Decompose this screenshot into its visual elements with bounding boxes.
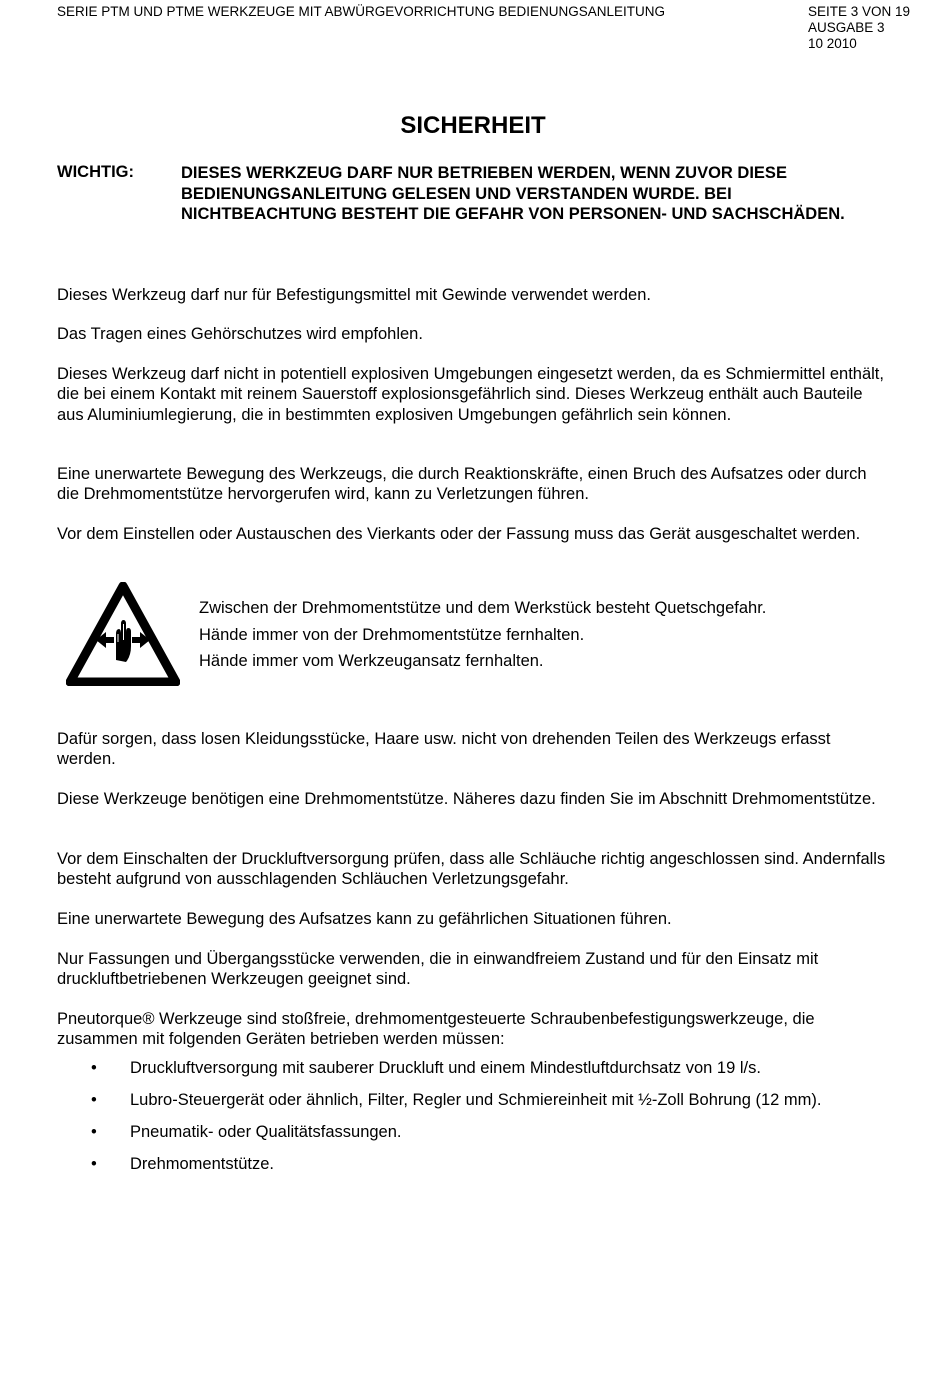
bullet-icon: • (91, 1059, 97, 1077)
paragraph-explosive-environments: Dieses Werkzeug darf nicht in potentiell explosiven Umgebungen eingesetzt werden, da es Schmiermittel enthält, die bei einem Kontakt mit reinem Sauerstoff explosionsgefährlich sind. Dieses Werkzeug enthält auch Bauteile aus Aluminiumlegierung, die in bestimmten explosiven Umgebungen gefährlich sein können. (57, 365, 884, 424)
hazard-line: Hände immer von der Drehmomentstütze fernhalten. (199, 625, 585, 644)
bullet-icon: • (91, 1091, 97, 1109)
paragraph-hose-check: Vor dem Einschalten der Druckluftversorgung prüfen, dass alle Schläuche richtig angeschlossen sind. Andernfalls besteht aufgrund von ausschlagenden Schläuchen Verletzungsgefahr. (57, 850, 886, 889)
list-item-text: Drehmomentstütze. (130, 1155, 274, 1173)
paragraph-sockets-adapters: Nur Fassungen und Übergangsstücke verwenden, die in einwandfreiem Zustand und für den Einsatz mit druckluftbetriebenen Werkzeugen geeignet sind. (57, 950, 819, 989)
paragraph-threaded-fasteners: Dieses Werkzeug darf nur für Befestigungsmittel mit Gewinde verwendet werden. (57, 286, 651, 304)
warning-text: DIESES WERKZEUG DARF NUR BETRIEBEN WERDEN, WENN ZUVOR DIESE BEDIENUNGSANLEITUNG GELESEN UND VERSTANDEN WURDE. BEI NICHTBEACHTUNG BESTEHT DIE GEFAHR VON PERSONEN- UND SACHSCHÄDEN. (181, 164, 845, 223)
section-title: SICHERHEIT (400, 112, 546, 139)
paragraph-loose-clothing: Dafür sorgen, dass losen Kleidungsstücke, Haare usw. nicht von drehenden Teilen des Werkzeugs erfasst werden. (57, 730, 831, 769)
edition-number: AUSGABE 3 (808, 20, 885, 35)
bullet-icon: • (91, 1123, 97, 1141)
hazard-line: Zwischen der Drehmomentstütze und dem Werkstück besteht Quetschgefahr. (199, 599, 767, 617)
paragraph-switch-off: Vor dem Einstellen oder Austauschen des Vierkants oder der Fassung muss das Gerät ausgeschaltet werden. (57, 525, 861, 543)
paragraph-hearing-protection: Das Tragen eines Gehörschutzes wird empfohlen. (57, 325, 423, 343)
hazard-line: Hände immer vom Werkzeugansatz fernhalten. (199, 652, 544, 670)
bullet-icon: • (91, 1155, 97, 1173)
list-item-text: Pneumatik- oder Qualitätsfassungen. (130, 1123, 402, 1141)
list-item (0, 1058, 950, 1090)
paragraph-reaction-arm-required: Diese Werkzeuge benötigen eine Drehmomentstütze. Näheres dazu finden Sie im Abschnitt Drehmomentstütze. (57, 790, 876, 808)
list-item-text: Druckluftversorgung mit sauberer Druckluft und einem Mindestluftdurchsatz von 19 l/s. (130, 1059, 761, 1077)
warning-label: WICHTIG: (57, 163, 134, 181)
list-item-text: Lubro-Steuergerät oder ähnlich, Filter, Regler und Schmiereinheit mit ½-Zoll Bohrung (12 mm). (130, 1091, 822, 1109)
list-item (0, 1122, 950, 1154)
list-item (0, 1154, 950, 1186)
crush-hazard-warning-icon (66, 582, 180, 686)
paragraph-unexpected-movement: Eine unerwartete Bewegung des Werkzeugs, die durch Reaktionskräfte, einen Bruch des Aufsatzes oder durch die Drehmomentstütze hervorgerufen wird, kann zu Verletzungen führen. (57, 465, 867, 504)
list-item (0, 1090, 950, 1122)
page-number: SEITE 3 VON 19 (808, 4, 911, 19)
edition-date: 10 2010 (808, 36, 857, 51)
paragraph-pneutorque-requirements: Pneutorque® Werkzeuge sind stoßfreie, drehmomentgesteuerte Schraubenbefestigungswerkzeuge, die zusammen mit folgenden Geräten betrieben werden müssen: (57, 1010, 815, 1049)
document-header-meta (808, 4, 910, 52)
paragraph-unexpected-socket-movement: Eine unerwartete Bewegung des Aufsatzes kann zu gefährlichen Situationen führen. (57, 910, 672, 928)
requirements-list (0, 1058, 950, 1186)
hazard-instructions (199, 595, 899, 675)
document-header-title: SERIE PTM UND PTME WERKZEUGE MIT ABWÜRGEVORRICHTUNG BEDIENUNGSANLEITUNG (57, 4, 666, 19)
